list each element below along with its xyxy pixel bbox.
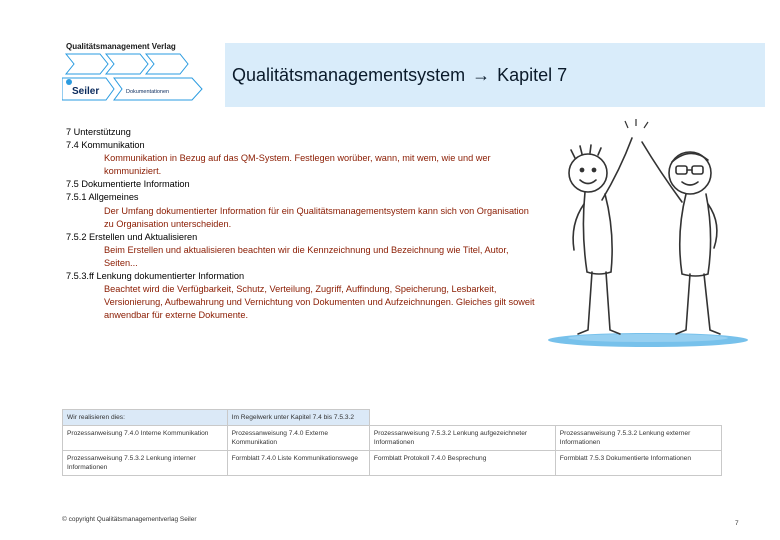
- page-number: 7: [735, 520, 739, 527]
- chapter-content: [66, 126, 536, 322]
- heading-7-5-2: 7.5.2 Erstellen und Aktualisieren: [66, 231, 198, 242]
- table-header-cell: Wir realisieren dies:: [63, 410, 228, 426]
- logo-title: Qualitätsmanagement Verlag: [66, 42, 176, 51]
- heading-7-5-3: 7.5.3.ff Lenkung dokumentierter Information: [66, 271, 245, 282]
- table-cell: Prozessanweisung 7.4.0 Externe Kommunikation: [227, 426, 369, 451]
- desc-7-5-1: Der Umfang dokumentierter Information für ein Qualitätsmanagementsystem kann sich von Organisation zu Organisation unterscheiden.: [104, 205, 529, 229]
- logo-brand: Seiler: [72, 86, 100, 97]
- table-cell: Prozessanweisung 7.5.3.2 Lenkung aufgezeichneter Informationen: [369, 426, 555, 451]
- table-cell: Formblatt Protokoll 7.4.0 Besprechung: [369, 451, 555, 476]
- heading-7-4: 7.4 Kommunikation: [66, 140, 145, 151]
- desc-7-4: Kommunikation in Bezug auf das QM-System. Festlegen worüber, wann, mit wem, wie und wer kommuniziert.: [104, 153, 491, 177]
- table-header-cell: Im Regelwerk unter Kapitel 7.4 bis 7.5.3.2: [227, 410, 369, 426]
- table-cell: Prozessanweisung 7.5.3.2 Lenkung interner Informationen: [63, 451, 228, 476]
- desc-7-5-3: Beachtet wird die Verfügbarkeit, Schutz, Verteilung, Zugriff, Auffindung, Speicherung, Lesbarkeit, Versionierung, Aufbewahrung und Vernichtung von Dokumenten und Aufzeichnungen. Gleiches gilt soweit anwendbar für externe Dokumente.: [104, 284, 535, 321]
- table-header-row: [63, 410, 722, 426]
- high-five-illustration: [540, 118, 755, 358]
- heading-7: 7 Unterstützung: [66, 127, 131, 137]
- table-empty-cell: [369, 410, 555, 426]
- page-title: [232, 65, 567, 86]
- table-empty-cell: [555, 410, 721, 426]
- heading-7-5-1: 7.5.1 Allgemeines: [66, 192, 139, 203]
- logo-subtitle: Dokumentationen: [126, 89, 170, 95]
- table-cell: Formblatt 7.4.0 Liste Kommunikationswege: [227, 451, 369, 476]
- table-cell: Formblatt 7.5.3 Dokumentierte Informationen: [555, 451, 721, 476]
- desc-7-5-2: Beim Erstellen und aktualisieren beachten wir die Kennzeichnung und Bezeichnung wie Titel, Autor, Seiten...: [104, 244, 509, 268]
- copyright-notice: © copyright Qualitätsmanagementverlag Seiler: [62, 516, 197, 523]
- title-main: Qualitätsmanagementsystem: [232, 65, 466, 85]
- table-row: [63, 451, 722, 476]
- table-cell: Prozessanweisung 7.5.3.2 Lenkung externer Informationen: [555, 426, 721, 451]
- arrow-right-icon: →: [472, 65, 491, 85]
- heading-7-5: 7.5 Dokumentierte Information: [66, 179, 190, 190]
- table-cell: Prozessanweisung 7.4.0 Interne Kommunikation: [63, 426, 228, 451]
- publisher-logo: [62, 42, 208, 106]
- title-chapter: Kapitel 7: [497, 65, 568, 85]
- table-row: [63, 426, 722, 451]
- reference-table: [62, 409, 722, 476]
